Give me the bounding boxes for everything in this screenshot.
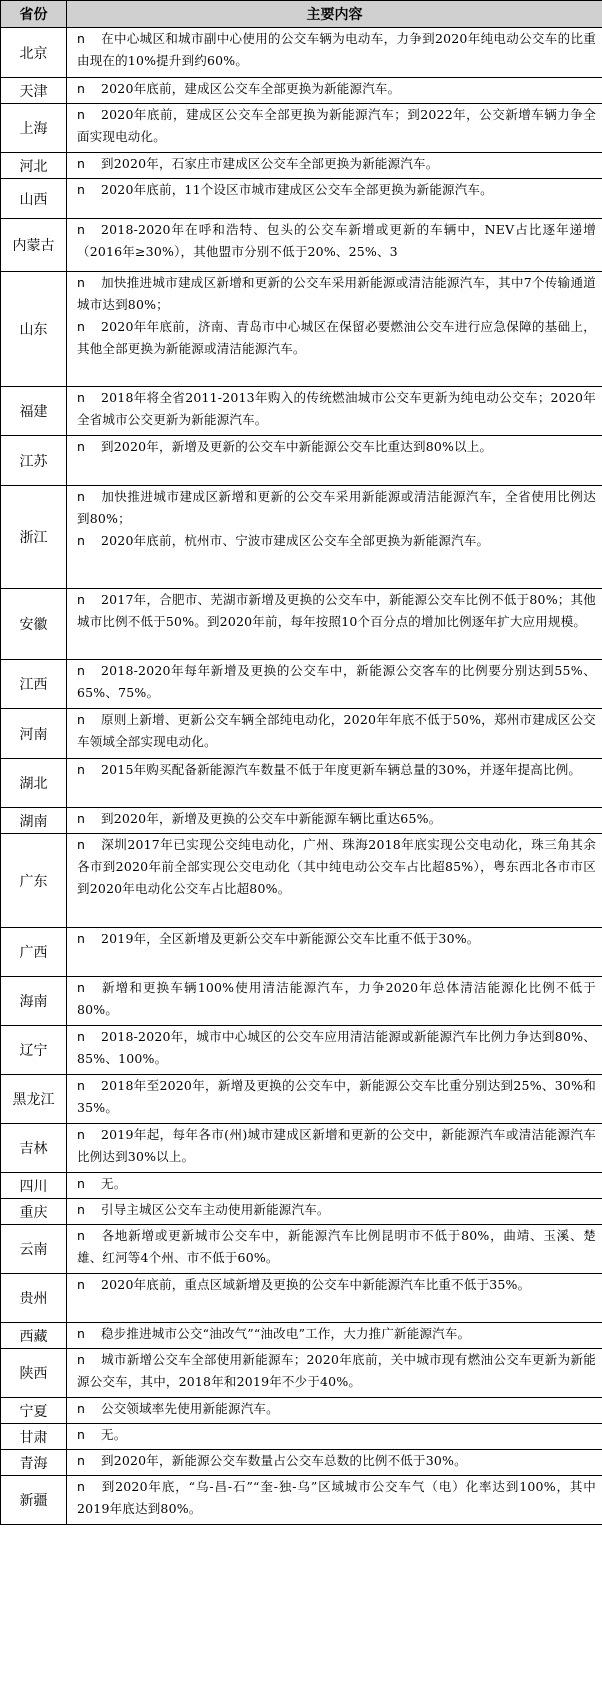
- province-cell: 贵州: [1, 1274, 67, 1323]
- content-text: 到2020年，新增及更换的公交车中新能源车辆比重达65%。: [101, 811, 442, 826]
- content-item: [77, 28, 596, 72]
- content-cell: [67, 387, 602, 436]
- content-cell: [67, 928, 602, 977]
- content-text: 新增和更换车辆100%使用清洁能源汽车，力争2020年总体清洁能源化比例不低于80%。: [77, 980, 596, 1017]
- content-cell: [67, 759, 602, 808]
- province-cell: 河北: [1, 153, 67, 179]
- content-item: [77, 1199, 596, 1221]
- bullet-marker: n: [77, 1427, 86, 1442]
- table-row: [1, 28, 602, 78]
- table-row: [1, 179, 602, 219]
- content-text: 加快推进城市建成区新增和更新的公交车采用新能源或清洁能源汽车，全省使用比例达到80%；: [77, 489, 596, 526]
- content-item: [77, 1225, 596, 1269]
- content-item: [77, 589, 596, 633]
- province-cell: 天津: [1, 78, 67, 104]
- content-item: [77, 709, 596, 753]
- bullet-marker: n: [77, 107, 86, 122]
- province-cell: 青海: [1, 1450, 67, 1476]
- content-text: 2015年购买配备新能源汽车数量不低于年度更新车辆总量的30%，并逐年提高比例。: [101, 762, 582, 777]
- content-cell: [67, 1173, 602, 1199]
- bullet-marker: n: [77, 1326, 86, 1341]
- bullet-marker: n: [77, 275, 86, 290]
- province-cell: 西藏: [1, 1323, 67, 1349]
- content-text: 2018年将全省2011-2013年购入的传统燃油城市公交车更新为纯电动公交车；2020年全省城市公交更新为新能源汽车。: [77, 390, 596, 427]
- bullet-marker: n: [77, 592, 86, 607]
- province-cell: 新疆: [1, 1476, 67, 1525]
- province-cell: 浙江: [1, 486, 67, 589]
- province-cell: 上海: [1, 104, 67, 153]
- content-cell: [67, 78, 602, 104]
- table-row: [1, 808, 602, 834]
- content-cell: [67, 1450, 602, 1476]
- content-text: 2018-2020年在呼和浩特、包头的公交车新增或更新的车辆中，NEV占比逐年递增（2016年≥30%），其他盟市分别不低于20%、25%、3: [77, 222, 596, 259]
- bullet-marker: n: [77, 1176, 86, 1191]
- table-row: [1, 219, 602, 272]
- content-cell: [67, 1026, 602, 1075]
- bullet-marker: n: [77, 390, 86, 405]
- bullet-marker: n: [77, 1078, 86, 1093]
- table-row: [1, 436, 602, 486]
- content-text: 到2020年底，“乌-昌-石”“奎-独-乌”区域城市公交车气（电）化率达到100%，其中2019年底达到80%。: [77, 1479, 596, 1516]
- bullet-marker: n: [77, 762, 86, 777]
- bullet-marker: n: [77, 931, 86, 946]
- content-item: [77, 316, 596, 360]
- content-text: 到2020年，石家庄市建成区公交车全部更换为新能源汽车。: [101, 156, 439, 171]
- bullet-marker: n: [77, 489, 86, 504]
- header-row: [1, 1, 602, 28]
- content-text: 引导主城区公交车主动使用新能源汽车。: [101, 1202, 330, 1217]
- content-item: [77, 104, 596, 148]
- province-cell: 福建: [1, 387, 67, 436]
- content-cell: [67, 1225, 602, 1274]
- content-cell: [67, 486, 602, 589]
- content-cell: [67, 834, 602, 928]
- bullet-marker: n: [77, 1202, 86, 1217]
- header-content: 主要内容: [67, 1, 602, 28]
- content-cell: [67, 28, 602, 78]
- province-cell: 甘肃: [1, 1424, 67, 1450]
- content-cell: [67, 1323, 602, 1349]
- content-cell: [67, 977, 602, 1026]
- content-item: [77, 1450, 596, 1472]
- province-cell: 海南: [1, 977, 67, 1026]
- table-row: [1, 589, 602, 660]
- content-item: [77, 759, 596, 781]
- table-row: [1, 272, 602, 387]
- table-body: [1, 28, 602, 1525]
- bullet-marker: n: [77, 1479, 86, 1494]
- table-row: [1, 834, 602, 928]
- bullet-marker: n: [77, 1277, 86, 1292]
- content-cell: [67, 436, 602, 486]
- bullet-marker: n: [77, 980, 86, 995]
- content-cell: [67, 153, 602, 179]
- content-cell: [67, 179, 602, 219]
- content-cell: [67, 589, 602, 660]
- table-row: [1, 1349, 602, 1398]
- table-row: [1, 78, 602, 104]
- content-text: 原则上新增、更新公交车辆全部纯电动化，2020年年底不低于50%，郑州市建成区公交车领域全部实现电动化。: [77, 712, 596, 749]
- content-text: 公交领域率先使用新能源汽车。: [101, 1401, 279, 1416]
- content-cell: [67, 272, 602, 387]
- content-text: 城市新增公交车全部使用新能源车；2020年底前，关中城市现有燃油公交车更新为新能源公交车，其中，2018年和2019年不少于40%。: [77, 1352, 596, 1389]
- content-text: 深圳2017年已实现公交纯电动化，广州、珠海2018年底实现公交电动化，珠三角其余各市到2020年前全部实现公交电动化（其中纯电动公交车占比超85%），粤东西北各市市区到2020年电动化公交车占比超80%。: [77, 837, 596, 896]
- bullet-marker: n: [77, 811, 86, 826]
- table-row: [1, 709, 602, 759]
- content-cell: [67, 1274, 602, 1323]
- content-text: 2020年底前，11个设区市城市建成区公交车全部更换为新能源汽车。: [101, 182, 493, 197]
- content-item: [77, 808, 596, 830]
- content-cell: [67, 709, 602, 759]
- table-row: [1, 104, 602, 153]
- bullet-marker: n: [77, 663, 86, 678]
- content-text: 在中心城区和城市副中心使用的公交车辆为电动车，力争到2020年纯电动公交车的比重由现在的10%提升到约60%。: [77, 31, 596, 68]
- province-cell: 山东: [1, 272, 67, 387]
- bullet-marker: n: [77, 837, 86, 852]
- table-row: [1, 1199, 602, 1225]
- content-item: [77, 1323, 596, 1345]
- bullet-marker: n: [77, 439, 86, 454]
- content-text: 2018年至2020年，新增及更换的公交车中，新能源公交车比重分别达到25%、30%和35%。: [77, 1078, 596, 1115]
- table-row: [1, 1450, 602, 1476]
- table-row: [1, 1075, 602, 1124]
- table-row: [1, 387, 602, 436]
- province-cell: 北京: [1, 28, 67, 78]
- content-item: [77, 1476, 596, 1520]
- content-text: 2017年，合肥市、芜湖市新增及更换的公交车中，新能源公交车比例不低于80%；其他城市比例不低于50%。到2020年前，每年按照10个百分点的增加比例逐年扩大应用规模。: [77, 592, 596, 629]
- table-row: [1, 1476, 602, 1525]
- province-cell: 内蒙古: [1, 219, 67, 272]
- bullet-marker: n: [77, 81, 86, 96]
- province-cell: 安徽: [1, 589, 67, 660]
- content-cell: [67, 808, 602, 834]
- table-row: [1, 1424, 602, 1450]
- bullet-marker: n: [77, 533, 86, 548]
- content-text: 2020年底前，建成区公交车全部更换为新能源汽车；到2022年，公交新增车辆力争全面实现电动化。: [77, 107, 596, 144]
- content-cell: [67, 104, 602, 153]
- table-row: [1, 1225, 602, 1274]
- content-item: [77, 530, 596, 552]
- province-cell: 宁夏: [1, 1398, 67, 1424]
- content-text: 2020年底前，建成区公交车全部更换为新能源汽车。: [101, 81, 401, 96]
- content-item: [77, 1173, 596, 1195]
- bullet-marker: n: [77, 712, 86, 727]
- content-item: [77, 1398, 596, 1420]
- content-text: 2019年，全区新增及更新公交车中新能源公交车比重不低于30%。: [101, 931, 480, 946]
- bullet-marker: n: [77, 1029, 86, 1044]
- bullet-marker: n: [77, 1352, 86, 1367]
- bullet-marker: n: [77, 182, 86, 197]
- province-cell: 湖南: [1, 808, 67, 834]
- content-item: [77, 78, 596, 100]
- content-cell: [67, 1124, 602, 1173]
- content-text: 各地新增或更新城市公交车中，新能源汽车比例昆明市不低于80%，曲靖、玉溪、楚雄、红河等4个州、市不低于60%。: [77, 1228, 596, 1265]
- content-text: 稳步推进城市公交“油改气”“油改电”工作，大力推广新能源汽车。: [101, 1326, 471, 1341]
- content-item: [77, 486, 596, 530]
- table-row: [1, 928, 602, 977]
- table-row: [1, 660, 602, 709]
- bullet-marker: n: [77, 1453, 86, 1468]
- province-cell: 吉林: [1, 1124, 67, 1173]
- content-item: [77, 1349, 596, 1393]
- content-cell: [67, 660, 602, 709]
- table-row: [1, 1124, 602, 1173]
- province-cell: 河南: [1, 709, 67, 759]
- content-cell: [67, 1199, 602, 1225]
- table-row: [1, 1026, 602, 1075]
- province-cell: 江苏: [1, 436, 67, 486]
- content-cell: [67, 1424, 602, 1450]
- content-text: 2020年底前，杭州市、宁波市建成区公交车全部更换为新能源汽车。: [101, 533, 490, 548]
- province-cell: 重庆: [1, 1199, 67, 1225]
- content-text: 到2020年，新能源公交车数量占公交车总数的比例不低于30%。: [101, 1453, 467, 1468]
- table-row: [1, 1274, 602, 1323]
- content-cell: [67, 1398, 602, 1424]
- table-row: [1, 153, 602, 179]
- content-text: 2020年年底前，济南、青岛市中心城区在保留必要燃油公交车进行应急保障的基础上，其他全部更换为新能源或清洁能源汽车。: [77, 319, 596, 356]
- province-cell: 山西: [1, 179, 67, 219]
- bullet-marker: n: [77, 1228, 86, 1243]
- bullet-marker: n: [77, 319, 86, 334]
- content-item: [77, 1424, 596, 1446]
- content-text: 2018-2020年，城市中心城区的公交车应用清洁能源或新能源汽车比例力争达到80%、85%、100%。: [77, 1029, 596, 1066]
- table-row: [1, 1173, 602, 1199]
- content-item: [77, 272, 596, 316]
- bullet-marker: n: [77, 156, 86, 171]
- province-cell: 广西: [1, 928, 67, 977]
- content-item: [77, 219, 596, 263]
- table-row: [1, 486, 602, 589]
- province-cell: 陕西: [1, 1349, 67, 1398]
- header-province: 省份: [1, 1, 67, 28]
- content-item: [77, 179, 596, 201]
- content-text: 2019年起，每年各市(州)城市建成区新增和更新的公交中，新能源汽车或清洁能源汽车比例达到30%以上。: [77, 1127, 596, 1164]
- content-item: [77, 387, 596, 431]
- content-item: [77, 928, 596, 950]
- content-text: 到2020年，新增及更新的公交车中新能源公交车比重达到80%以上。: [101, 439, 493, 454]
- content-text: 2018-2020年每年新增及更换的公交车中，新能源公交客车的比例要分别达到55%、65%、75%。: [77, 663, 596, 700]
- content-item: [77, 1274, 596, 1296]
- province-cell: 广东: [1, 834, 67, 928]
- province-cell: 四川: [1, 1173, 67, 1199]
- content-item: [77, 660, 596, 704]
- table-row: [1, 759, 602, 808]
- content-item: [77, 977, 596, 1021]
- content-item: [77, 1124, 596, 1168]
- content-cell: [67, 219, 602, 272]
- bullet-marker: n: [77, 1127, 86, 1142]
- bullet-marker: n: [77, 1401, 86, 1416]
- province-cell: 辽宁: [1, 1026, 67, 1075]
- content-item: [77, 436, 596, 458]
- content-text: 加快推进城市建成区新增和更新的公交车采用新能源或清洁能源汽车，其中7个传输通道城市达到80%；: [77, 275, 596, 312]
- content-text: 无。: [101, 1427, 127, 1442]
- content-cell: [67, 1476, 602, 1525]
- province-cell: 江西: [1, 660, 67, 709]
- province-cell: 云南: [1, 1225, 67, 1274]
- content-cell: [67, 1349, 602, 1398]
- content-text: 无。: [101, 1176, 127, 1191]
- content-item: [77, 1026, 596, 1070]
- content-text: 2020年底前，重点区域新增及更换的公交车中新能源汽车比重不低于35%。: [101, 1277, 531, 1292]
- bullet-marker: n: [77, 31, 86, 46]
- table-row: [1, 1398, 602, 1424]
- content-cell: [67, 1075, 602, 1124]
- bullet-marker: n: [77, 222, 86, 237]
- table-row: [1, 977, 602, 1026]
- content-item: [77, 834, 596, 900]
- province-cell: 湖北: [1, 759, 67, 808]
- province-cell: 黑龙江: [1, 1075, 67, 1124]
- content-item: [77, 153, 596, 175]
- table-row: [1, 1323, 602, 1349]
- content-item: [77, 1075, 596, 1119]
